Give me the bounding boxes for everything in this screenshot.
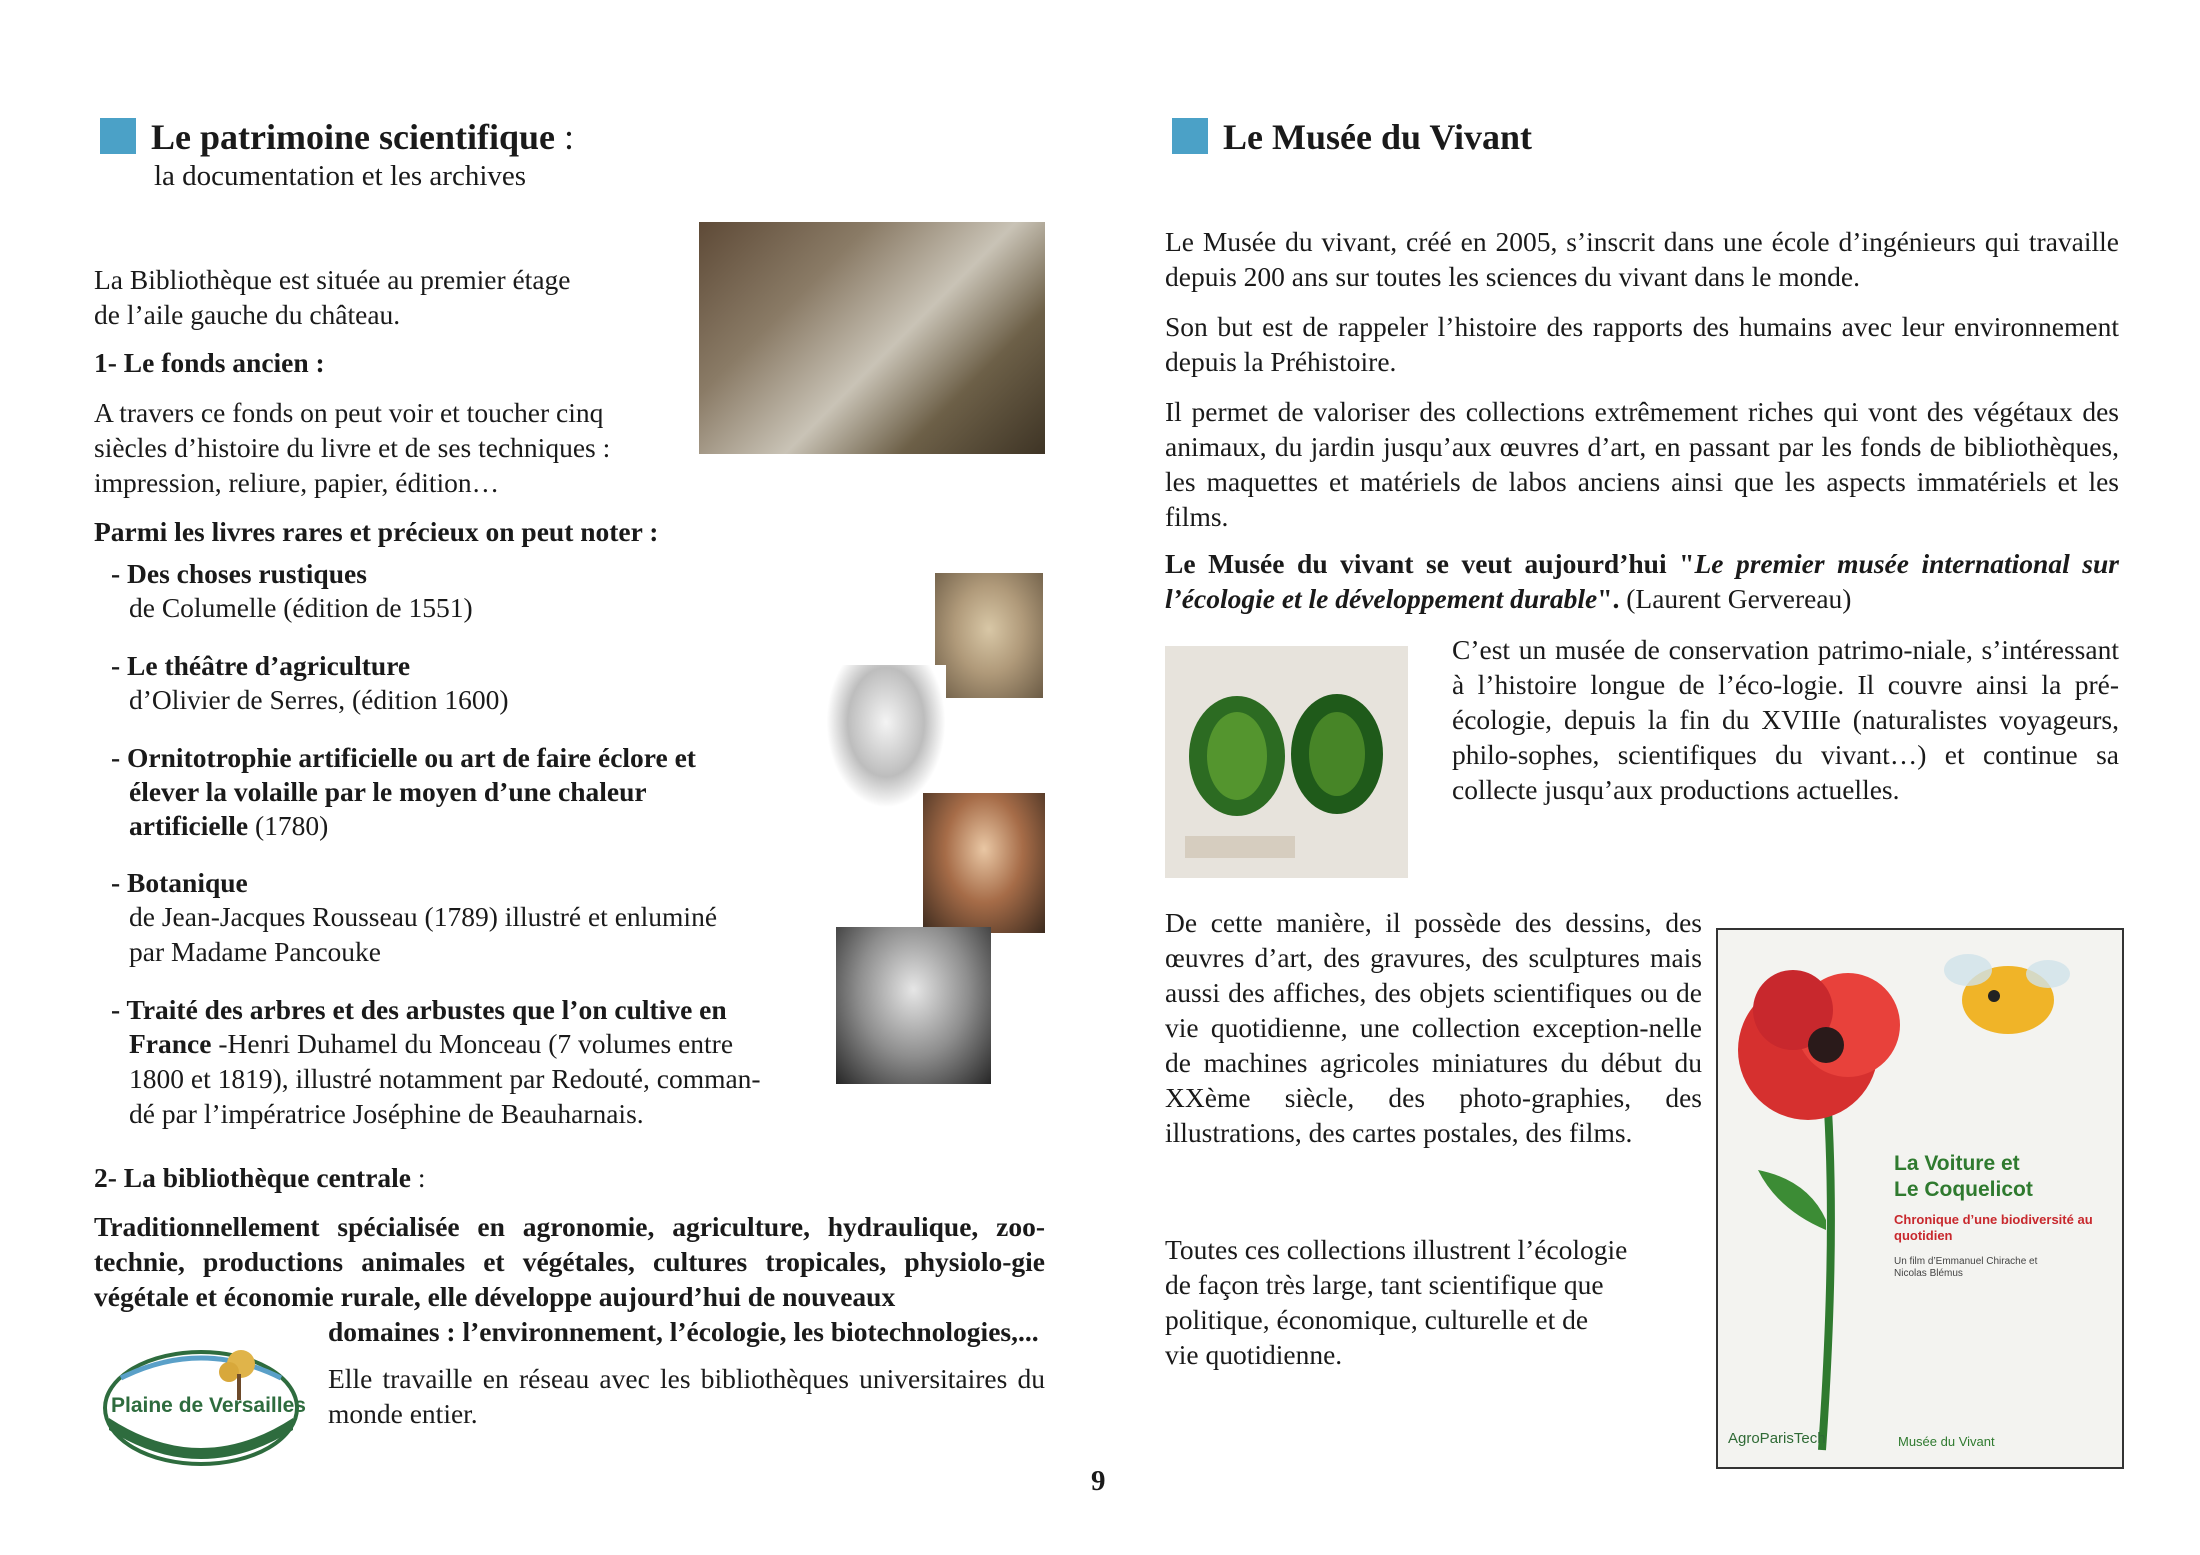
section-marker [1172, 118, 1208, 154]
museum-paragraph-4: C’est un musée de conservation patrimo-niale, s’intéressant à l’histoire longue de l’éco-logie. Il couvre ainsi la pré-écologie, depuis la fin du XVIIIe (naturalistes voyageurs, philo-sophes, scientifiques du vivant…) et continue sa collecte jusqu’aux productions actuelles. [1452, 634, 2119, 805]
book-detail: (1780) [248, 810, 329, 841]
section-marker [100, 118, 136, 154]
logo-text: Plaine de Versailles [111, 1394, 306, 1417]
museum-paragraph-3: Il permet de valoriser des collections extrêmement riches qui vont des végétaux des animaux, du jardin jusqu’aux œuvres d’art, en passant par les fonds de bibliothèques, les maquettes et matériels de labos anciens ainsi que les aspects immatériels et les films. [1165, 396, 2119, 532]
left-subtitle: la documentation et les archives [154, 160, 527, 192]
rousseau-portrait [923, 793, 1045, 933]
quote-lead: Le Musée du vivant se veut aujourd’hui " [1165, 548, 1695, 579]
book-detail: de Columelle (édition de 1551) [129, 592, 473, 623]
central-text: Traditionnellement spécialisée en agronomie, agriculture, hydraulique, zoo-technie, productions animales et végétales, cultures tropicales, physiolo-gie végétale et économie rurale, elle développe aujourd’hui de nouveaux [94, 1211, 1045, 1312]
central-heading [94, 1160, 426, 1195]
museum-quote [1165, 546, 2119, 616]
book-title-part: France [129, 1028, 212, 1059]
quote-text: Le premier musée international sur l’écologie et le développement durable [1165, 548, 2119, 614]
left-title-text: Le patrimoine scientifique [151, 117, 555, 157]
engraving-portrait [826, 665, 946, 808]
museum-paragraph-2: Son but est de rappeler l’histoire des rapports des humains avec leur environnement depuis la Préhistoire. [1165, 311, 2119, 377]
musee-du-vivant-logo: Musée du Vivant [1898, 1434, 1995, 1449]
book-detail: d’Olivier de Serres, (édition 1600) [129, 684, 509, 715]
poster-title-line-2: Le Coquelicot [1894, 1178, 2033, 1201]
bust-photo [935, 573, 1043, 698]
poster-subtitle: Chronique d’une biodiversité au quotidien [1894, 1212, 2093, 1243]
book-title: - Traité des arbres et des arbustes que l’on cultive en [111, 994, 727, 1025]
poster-credits: Un film d’Emmanuel Chirache et Nicolas Blémus [1894, 1256, 2038, 1279]
book-title: - Ornitotrophie artificielle ou art de faire éclore et [111, 742, 696, 773]
book-detail-block [129, 1026, 829, 1131]
quote-end: ". [1597, 583, 1620, 614]
book-title-part: artificielle [129, 810, 249, 841]
museum-paragraph-1: Le Musée du vivant, créé en 2005, s’inscrit dans une école d’ingénieurs qui travaille depuis 200 ans sur toutes les sciences du vivant dans le monde. [1165, 226, 2119, 292]
network-text: Elle travaille en réseau avec les bibliothèques universitaires du monde entier. [328, 1363, 1045, 1429]
left-title-colon: : [554, 117, 574, 157]
museum-paragraph-6: Toutes ces collections illustrent l’écologie de façon très large, tant scientifique que politique, économique, culturelle et de vie quotidienne. [1165, 1234, 1628, 1370]
page-number: 9 [1091, 1465, 1106, 1497]
plaine-de-versailles-logo [101, 1338, 306, 1470]
book-detail: de Jean-Jacques Rousseau (1789) illustré et enluminé par Madame Pancouke [129, 901, 718, 967]
right-section-title: Le Musée du Vivant [1223, 117, 1533, 157]
film-poster [1716, 928, 2124, 1469]
book-title: élever la volaille par le moyen d’une chaleur [129, 776, 647, 807]
book-title [129, 808, 328, 843]
book-title: - Le théâtre d’agriculture [111, 650, 411, 681]
museum-paragraph-5: De cette manière, il possède des dessins, des œuvres d’art, des gravures, des sculptures mais aussi des affiches, des objets scientifiques ou de vie quotidienne, une collection exception-nelle de machines agricoles miniatures du début du XXème siècle, des photo-graphies, des illustrations, des cartes postales, des films. [1165, 907, 1702, 1148]
quote-author: (Laurent Gervereau) [1619, 583, 1852, 614]
book-detail: -Henri Duhamel du Monceau (7 volumes entre 1800 et 1819), illustré notamment par Redouté, comman- dé par l’impératrice Joséphine de Beauharnais. [129, 1028, 761, 1129]
book-title: - Des choses rustiques [111, 558, 367, 589]
central-text-last: domaines : l’environnement, l’écologie, les biotechnologies,... [328, 1316, 1039, 1347]
duhamel-portrait [836, 927, 991, 1084]
intro-text: La Bibliothèque est située au premier étage de l’aile gauche du château. [94, 264, 571, 330]
fonds-text: A travers ce fonds on peut voir et toucher cinq siècles d’histoire du livre et de ses techniques : impression, reliure, papier, édition… [94, 397, 611, 498]
central-heading-text: 2- La bibliothèque centrale [94, 1162, 412, 1193]
left-section-title [151, 116, 574, 158]
book-title: - Botanique [111, 867, 248, 898]
fonds-heading: 1- Le fonds ancien : [94, 347, 325, 378]
beetles-graphic [1165, 646, 1408, 878]
beetles-photo [1165, 646, 1408, 878]
agroparistech-logo: AgroParisTech [1728, 1430, 1826, 1447]
rare-books-heading: Parmi les livres rares et précieux on peut noter : [94, 516, 659, 547]
poster-title-line-1: La Voiture et [1894, 1152, 2020, 1175]
library-photo [699, 222, 1045, 454]
central-heading-colon: : [411, 1162, 426, 1193]
